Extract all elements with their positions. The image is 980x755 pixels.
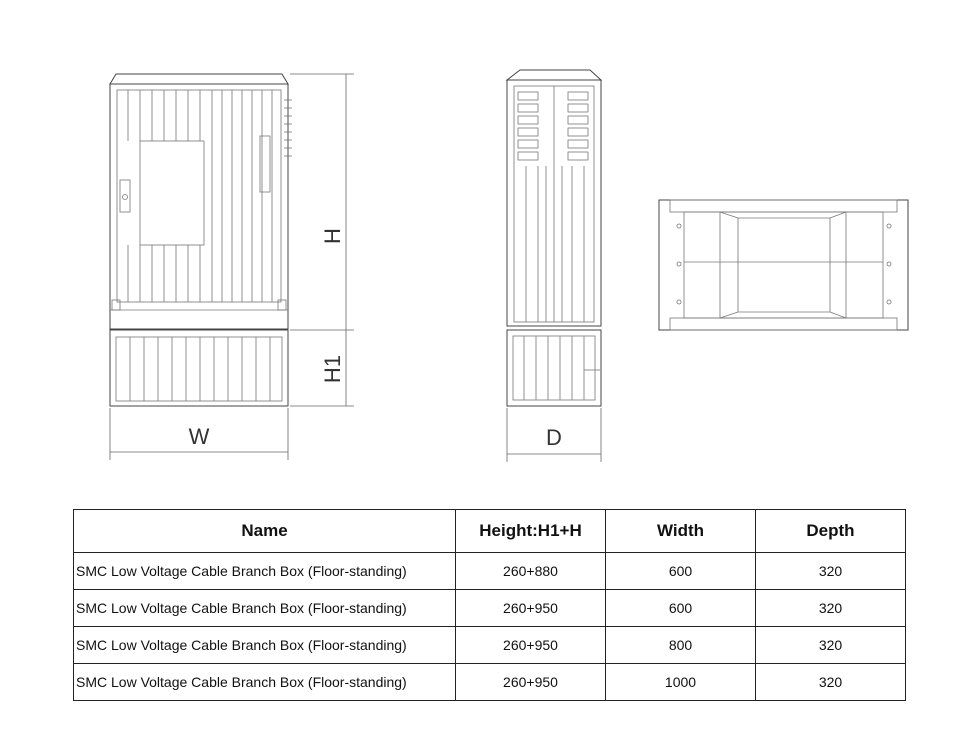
cell-height: 260+950 xyxy=(456,590,606,627)
top-view xyxy=(659,200,908,330)
table-row xyxy=(74,627,906,664)
table-row xyxy=(74,553,906,590)
height-label: H xyxy=(320,228,345,244)
cell-height: 260+950 xyxy=(456,627,606,664)
header-name: Name xyxy=(74,510,456,553)
cell-name: SMC Low Voltage Cable Branch Box (Floor-standing) xyxy=(74,553,456,590)
cell-name: SMC Low Voltage Cable Branch Box (Floor-standing) xyxy=(74,664,456,701)
header-width: Width xyxy=(606,510,756,553)
header-depth: Depth xyxy=(756,510,906,553)
cell-depth: 320 xyxy=(756,553,906,590)
cell-width: 600 xyxy=(606,590,756,627)
side-view xyxy=(507,70,601,462)
width-label: W xyxy=(188,424,210,449)
cell-width: 800 xyxy=(606,627,756,664)
table-row xyxy=(74,664,906,701)
cell-depth: 320 xyxy=(756,664,906,701)
cell-height: 260+880 xyxy=(456,553,606,590)
cell-depth: 320 xyxy=(756,627,906,664)
header-height: Height:H1+H xyxy=(456,510,606,553)
cell-name: SMC Low Voltage Cable Branch Box (Floor-standing) xyxy=(74,590,456,627)
spec-table xyxy=(73,509,906,701)
table-row xyxy=(74,590,906,627)
cell-name: SMC Low Voltage Cable Branch Box (Floor-standing) xyxy=(74,627,456,664)
table-header-row xyxy=(74,510,906,553)
cell-height: 260+950 xyxy=(456,664,606,701)
cell-depth: 320 xyxy=(756,590,906,627)
front-view xyxy=(110,74,354,460)
cell-width: 1000 xyxy=(606,664,756,701)
cell-width: 600 xyxy=(606,553,756,590)
depth-label: D xyxy=(546,425,562,450)
height1-label: H1 xyxy=(320,354,345,384)
